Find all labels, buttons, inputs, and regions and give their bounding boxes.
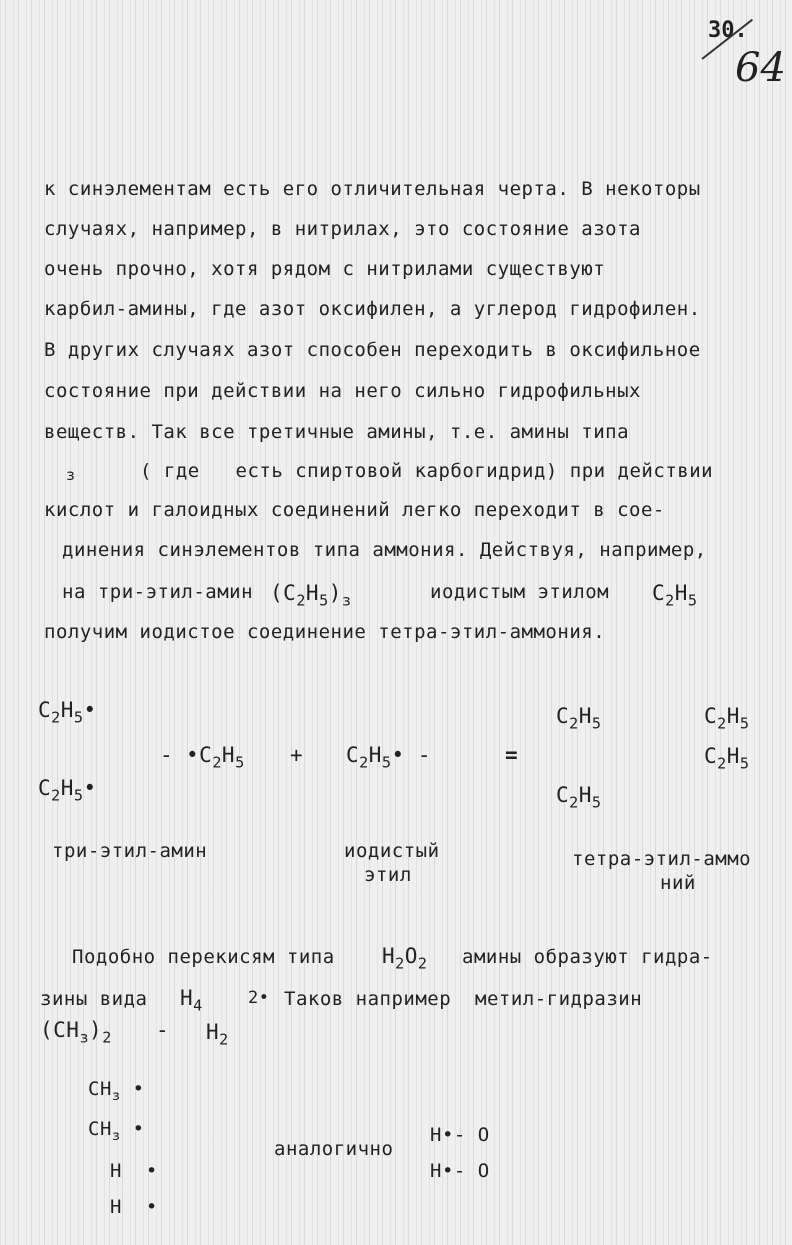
formula-fragment: 2•: [248, 988, 270, 1008]
text-line: на три-этил-амин: [62, 581, 254, 603]
text-line: получим иодистое соединение тетра-этил-аммония.: [44, 621, 606, 643]
formula-c2h5: $•C_2H_5$: [186, 743, 245, 772]
minus-sign: -: [156, 1018, 170, 1042]
handwritten-page-number: 64: [735, 45, 786, 91]
text-analogy: аналогично: [274, 1138, 394, 1160]
minus-sign: -: [160, 743, 174, 767]
text-line: очень прочно, хотя рядом с нитрилами существуют: [44, 258, 606, 280]
text-line: ( где есть спиртовой карбогидрид) при действии: [140, 460, 714, 482]
formula-ch3: $CH_з$ •: [88, 1078, 145, 1104]
formula-c2h5: $(C_2H_5)_з$: [270, 581, 352, 610]
formula-ch3: $CH_з$ •: [88, 1118, 145, 1144]
text-line: состояние при действии на него сильно гидрофильных: [44, 380, 641, 402]
label-ethyl-iodide-2: этил: [364, 864, 412, 886]
formula-c2h5: $C_2H_5•$ -: [346, 743, 431, 772]
formula-ch3-2: $(CH_з)_2$: [40, 1018, 112, 1047]
label-tetraethylammonium: тетра-этил-аммо: [572, 848, 752, 870]
text-line: Подобно перекисям типа: [72, 946, 335, 968]
text-line: амины образуют гидра-: [462, 946, 713, 968]
text-line: кислот и галоидных соединений легко переходит в сое-: [44, 499, 665, 521]
formula-h2o2: $H_2O_2$: [382, 944, 428, 973]
text-line: иодистым этилом: [430, 581, 610, 603]
text-line: веществ. Так все третичные амины, т.е. амины типа: [44, 421, 630, 443]
text-line: зины вида: [40, 988, 148, 1010]
formula-ho: H•- O: [430, 1160, 490, 1182]
text-line: Таков например метил-гидразин: [284, 988, 643, 1010]
formula-c2h5: $C_2H_5$: [652, 581, 698, 610]
formula-h: H •: [110, 1196, 158, 1218]
text-line: карбил-амины, где азот оксифилен, а углерод гидрофилен.: [44, 298, 701, 320]
formula-c2h5: $C_2H_5$: [704, 704, 750, 733]
label-ethyl-iodide: иодистый: [344, 840, 440, 862]
formula-c2h5: $C_2H_5•$: [38, 698, 97, 727]
formula-ho: H•- O: [430, 1124, 490, 1146]
page-number: 30.: [708, 18, 748, 43]
text-line: динения синэлементов типа аммония. Действуя, например,: [62, 539, 707, 561]
text-line: к синэлементам есть его отличительная черта. В некоторы: [44, 178, 701, 200]
formula-h4: $H_4$: [180, 986, 203, 1015]
label-tetraethylammonium-2: ний: [660, 872, 696, 894]
text-fragment: з: [66, 466, 76, 484]
text-line: В других случаях азот способен переходить в оксифильное: [44, 339, 701, 361]
formula-h: H •: [110, 1160, 158, 1182]
equals-sign: =: [505, 743, 519, 767]
text-line: случаях, например, в нитрилах, это состояние азота: [44, 218, 641, 240]
label-triethylamine: три-этил-амин: [52, 840, 208, 862]
plus-sign: +: [290, 743, 304, 767]
formula-c2h5: $C_2H_5•$: [38, 776, 97, 805]
formula-h2: $H_2$: [206, 1020, 229, 1049]
formula-c2h5: $C_2H_5$: [556, 783, 602, 812]
formula-c2h5: $C_2H_5$: [704, 744, 750, 773]
formula-c2h5: $C_2H_5$: [556, 704, 602, 733]
